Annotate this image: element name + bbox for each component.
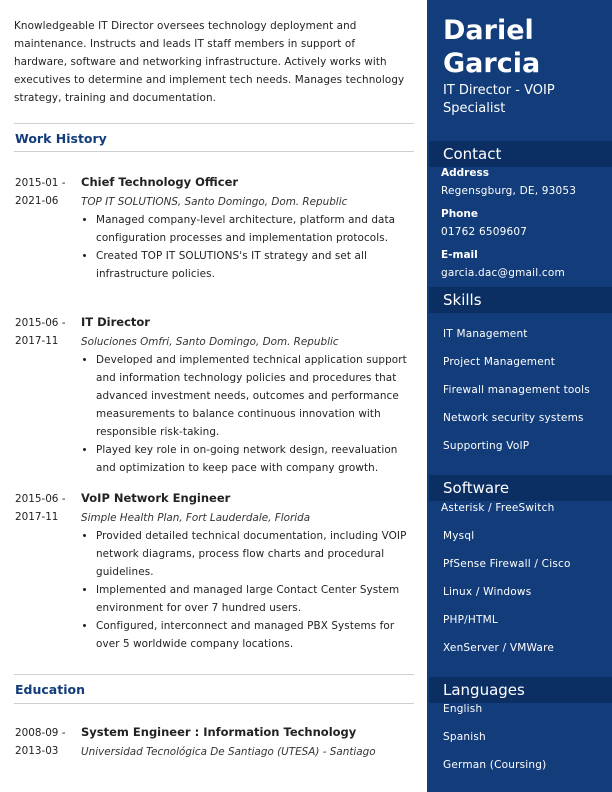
job-bullets [81, 351, 411, 477]
work-history-heading: Work History [15, 131, 107, 146]
skill-item: Network security systems [443, 412, 584, 424]
software-item: Mysql [443, 530, 475, 542]
job-company: Soluciones Omfri, Santo Domingo, Dom. Republic [81, 336, 339, 348]
job-title: VoIP Network Engineer [81, 491, 231, 505]
date-end: 2013-03 [15, 745, 59, 757]
email-label: E-mail [441, 249, 478, 261]
software-item: Asterisk / FreeSwitch [441, 502, 555, 514]
job-details [81, 314, 411, 477]
address-value: Regensgburg, DE, 93053 [441, 185, 577, 197]
candidate-name [443, 14, 540, 80]
job-details [81, 490, 411, 653]
date-start: 2015-06 - [15, 493, 66, 505]
job-bullet: • Implemented and managed large Contact Center System environment for over 7 hundred users. [96, 581, 411, 617]
date-start: 2008-09 - [15, 727, 66, 739]
email-value[interactable]: garcia.dac@gmail.com [441, 267, 565, 279]
job-bullets [81, 211, 411, 283]
candidate-role [443, 82, 555, 118]
role-line: Specialist [443, 101, 506, 116]
job-company: Simple Health Plan, Fort Lauderdale, Florida [81, 512, 311, 524]
language-item: German (Coursing) [443, 759, 547, 771]
education-dates [15, 724, 75, 760]
skill-item: IT Management [443, 328, 528, 340]
skill-item: Firewall management tools [443, 384, 590, 396]
software-item: XenServer / VMWare [443, 642, 555, 654]
date-end: 2017-11 [15, 511, 59, 523]
address-label: Address [441, 167, 489, 179]
job-bullet: • Configured, interconnect and managed PBX Systems for over 5 worldwide company locations. [96, 617, 411, 653]
job-company: TOP IT SOLUTIONS, Santo Domingo, Dom. Republic [81, 196, 348, 208]
language-item: Spanish [443, 731, 486, 743]
phone-value: 01762 6509607 [441, 226, 528, 238]
date-end: 2017-11 [15, 335, 59, 347]
software-item: Linux / Windows [443, 586, 532, 598]
divider [14, 123, 414, 124]
date-end: 2021-06 [15, 195, 59, 207]
job-title: Chief Technology Officer [81, 175, 239, 189]
skill-item: Supporting VoIP [443, 440, 530, 452]
job-bullets [81, 527, 411, 653]
last-name: Garcia [443, 48, 541, 79]
job-dates [15, 174, 75, 210]
job-bullet: • Created TOP IT SOLUTIONS's IT strategy and set all infrastructure policies. [96, 247, 411, 283]
skill-item: Project Management [443, 356, 556, 368]
job-bullet: • Played key role in on-going network design, reevaluation and optimization to keep pace with company growth. [96, 441, 411, 477]
degree: System Engineer : Information Technology [81, 725, 357, 739]
job-bullet: • Provided detailed technical documentation, including VOIP network diagrams, process flow charts and procedural guidelines. [96, 527, 411, 581]
education-details [81, 724, 411, 761]
job-details [81, 174, 411, 283]
sidebar [427, 0, 612, 792]
skills-heading: Skills [429, 287, 612, 313]
date-start: 2015-06 - [15, 317, 66, 329]
contact-heading: Contact [429, 141, 612, 167]
software-heading: Software [429, 475, 612, 501]
job-dates [15, 314, 75, 350]
date-start: 2015-01 - [15, 177, 66, 189]
languages-heading: Languages [429, 677, 612, 703]
divider [14, 703, 414, 704]
school: Universidad Tecnológica De Santiago (UTESA) - Santiago [81, 746, 376, 758]
first-name: Dariel [443, 15, 534, 46]
divider [14, 151, 414, 152]
phone-label: Phone [441, 208, 478, 220]
software-item: PfSense Firewall / Cisco [443, 558, 571, 570]
divider [14, 674, 414, 675]
role-line: IT Director - VOIP [443, 83, 555, 98]
language-item: English [443, 703, 483, 715]
job-bullet: • Managed company-level architecture, platform and data configuration processes and implementation protocols. [96, 211, 411, 247]
job-bullet: • Developed and implemented technical application support and information technology policies and procedures that advanced investment needs, outcomes and performance measurements to balance continuous innovation with responsible risk-taking. [96, 351, 411, 441]
job-dates [15, 490, 75, 526]
profile-summary: Knowledgeable IT Director oversees technology deployment and maintenance. Instructs and leads IT staff members in support of hardware, software and networking infrastructure. Actively works with executives to determine and implement tech needs. Manages technology strategy, training and documentation. [14, 20, 405, 104]
job-title: IT Director [81, 315, 150, 329]
education-heading: Education [15, 682, 85, 697]
software-item: PHP/HTML [443, 614, 498, 626]
